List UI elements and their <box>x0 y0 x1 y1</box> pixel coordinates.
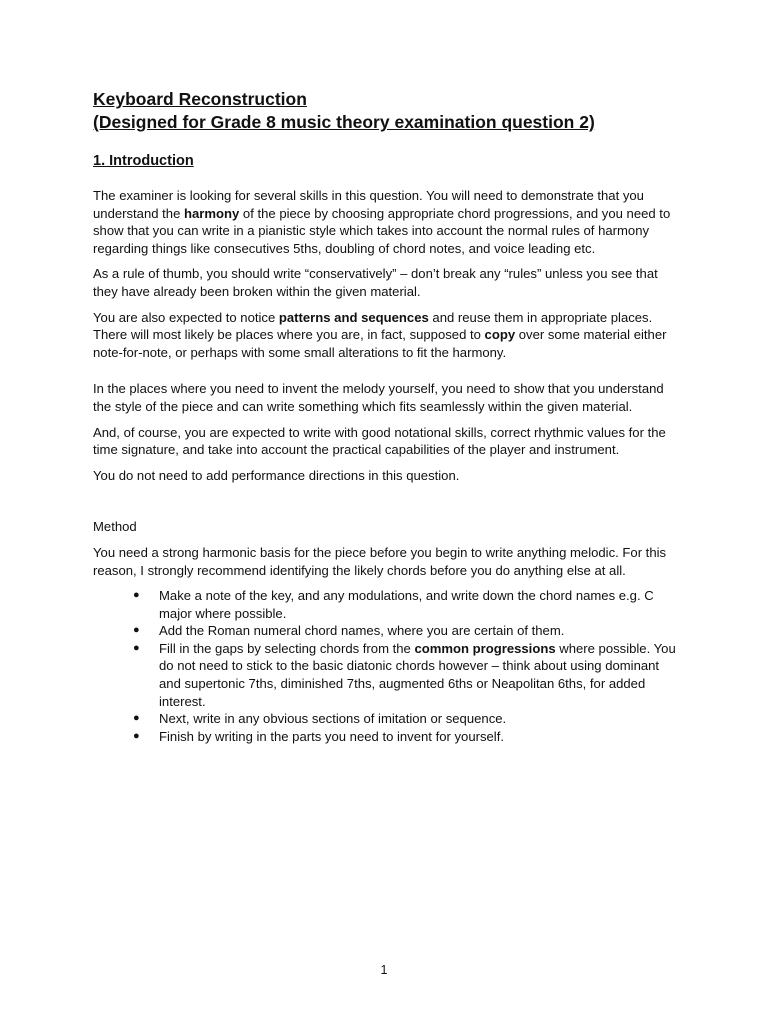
step-text: Fill in the gaps by selecting chords from the <box>159 640 415 656</box>
step-text: Make a note of the key, and any modulations, and write down the chord names e.g. C major where possible. <box>159 588 654 621</box>
performance-paragraph: You do not need to add performance directions in this question. <box>93 467 460 483</box>
bullet-icon: ● <box>133 712 140 725</box>
step-text: Next, write in any obvious sections of imitation or sequence. <box>159 711 507 727</box>
patterns-text-2: and reuse them in appropriate places. There will most likely be places where you are, in fact, supposed to <box>93 309 653 343</box>
step-text: Add the Roman numeral chord names, where you are certain of them. <box>159 623 565 639</box>
page-number: 1 <box>380 963 388 977</box>
intro-text-1: The examiner is looking for several skills in this question. You will need to demonstrate that you understand the <box>93 188 644 221</box>
method-steps-list <box>93 587 678 745</box>
title-line-1: Keyboard Reconstruction <box>93 89 307 109</box>
list-item <box>133 587 678 622</box>
patterns-bold-sequences: patterns and sequences <box>278 309 429 325</box>
method-label: Method <box>93 519 137 535</box>
bullet-icon: ● <box>133 729 140 742</box>
intro-bold-harmony: harmony <box>184 205 240 221</box>
bullet-icon: ● <box>133 624 140 637</box>
rule-of-thumb-paragraph: As a rule of thumb, you should write “conservatively” – don’t break any “rules” unless you see that they have already been broken within the given material. <box>93 266 658 299</box>
step-text: Finish by writing in the parts you need to invent for yourself. <box>159 728 504 744</box>
patterns-paragraph <box>93 309 678 362</box>
title-line-2: (Designed for Grade 8 music theory examination question 2) <box>93 112 595 132</box>
method-paragraph: You need a strong harmonic basis for the piece before you begin to write anything melodic. For this reason, I strongly recommend identifying the likely chords before you do anything else at all. <box>93 544 667 578</box>
patterns-bold-copy: copy <box>484 327 516 343</box>
patterns-text-3: over some material either note-for-note, or perhaps with some small alterations to fit the harmony. <box>93 327 667 360</box>
document-title <box>93 88 678 134</box>
list-item <box>133 728 678 746</box>
patterns-text-1: You are also expected to notice <box>93 309 279 325</box>
list-item <box>133 640 678 710</box>
list-item <box>133 622 678 640</box>
list-item <box>133 710 678 728</box>
melody-paragraph: In the places where you need to invent the melody yourself, you need to show that you understand the style of the piece and can write something which fits seamlessly within the given material. <box>93 381 664 414</box>
step-text: where possible. You do not need to stick to the basic diatonic chords however – think about using dominant and supertonic 7ths, diminished 7ths, augmented 6ths or Neapolitan 6ths, for added interest. <box>159 640 676 709</box>
bullet-icon: ● <box>133 641 140 654</box>
document-page <box>93 88 678 745</box>
intro-text-2: of the piece by choosing appropriate chord progressions, and you need to show that you can write in a pianistic style which takes into account the normal rules of harmony regarding things like consecutives 5ths, doubling of chord notes, and voice leading etc. <box>93 205 671 256</box>
section-heading-introduction: 1. Introduction <box>93 153 194 169</box>
intro-paragraph <box>93 187 678 257</box>
bullet-icon: ● <box>133 589 140 602</box>
step-bold-common-progressions: common progressions <box>414 640 556 656</box>
notation-paragraph: And, of course, you are expected to write with good notational skills, correct rhythmic values for the time signature, and take into account the practical capabilities of the player and instrument. <box>93 424 666 458</box>
